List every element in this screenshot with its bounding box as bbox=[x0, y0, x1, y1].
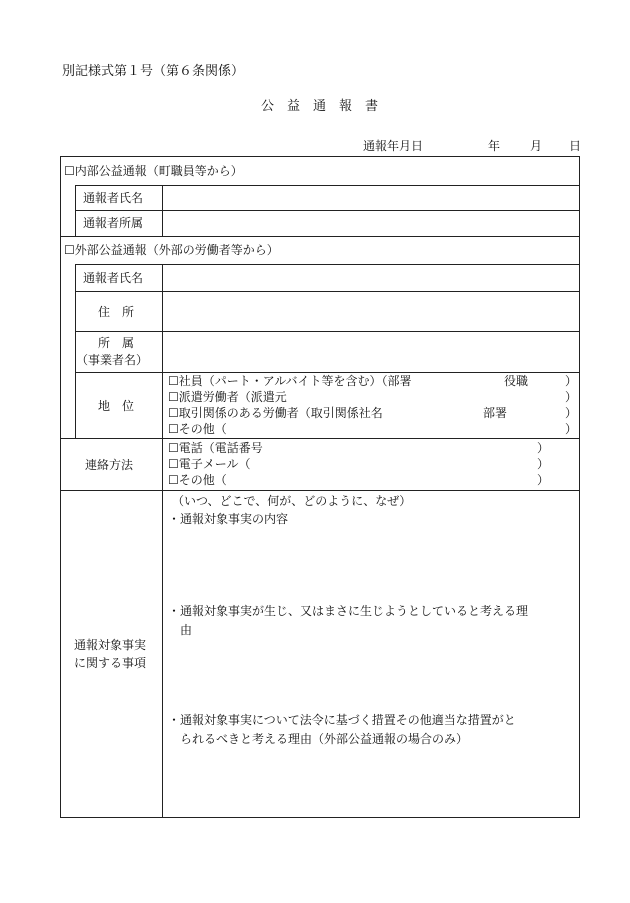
position-close-paren: ） bbox=[565, 406, 578, 420]
contact-close-paren: ） bbox=[537, 457, 550, 471]
matters-item-measures-cont: られるべきと考える理由（外部公益通報の場合のみ） bbox=[180, 732, 469, 746]
date-label: 通報年月日 bbox=[363, 139, 424, 153]
internal-name-label: 通報者氏名 bbox=[83, 191, 144, 205]
page-title: 公 益 通 報 書 bbox=[261, 99, 379, 114]
matters-hint: （いつ、どこで、何が、どのように、なぜ） bbox=[172, 494, 412, 508]
contact-option-email: ☐電子メール（ bbox=[168, 457, 251, 471]
form-number-label: 別記様式第１号（第６条関係） bbox=[62, 64, 245, 79]
external-name-label: 通報者氏名 bbox=[83, 271, 144, 285]
day-label: 日 bbox=[569, 139, 582, 153]
internal-report-heading: ☐内部公益通報（町職員等から） bbox=[64, 164, 243, 178]
position-close-paren: ） bbox=[565, 422, 578, 436]
position-option-business-partner: ☐取引関係のある労働者（取引関係社名 bbox=[168, 406, 383, 420]
position-dept-label: 部署 bbox=[483, 406, 508, 420]
affiliation-sublabel: （事業者名） bbox=[76, 353, 149, 367]
matters-item-content: ・通報対象事実の内容 bbox=[168, 512, 289, 526]
contact-close-paren: ） bbox=[537, 441, 550, 455]
contact-option-phone: ☐電話（電話番号 bbox=[168, 441, 263, 455]
position-close-paren: ） bbox=[565, 390, 578, 404]
month-label: 月 bbox=[530, 139, 543, 153]
address-label: 住 所 bbox=[98, 305, 135, 319]
position-option-employee: ☐社員（パート・アルバイト等を含む）（部署 bbox=[168, 374, 412, 388]
contact-method-label: 連絡方法 bbox=[85, 458, 134, 472]
matters-label: 通報対象事実 bbox=[74, 638, 147, 652]
position-label: 地 位 bbox=[98, 399, 135, 413]
external-report-heading: ☐外部公益通報（外部の労働者等から） bbox=[64, 243, 279, 257]
matters-item-reason: ・通報対象事実が生じ、又はまさに生じようとしていると考える理 bbox=[168, 604, 529, 618]
position-option-dispatch: ☐派遣労働者（派遣元 bbox=[168, 390, 287, 404]
position-close-paren: ） bbox=[565, 374, 578, 388]
affiliation-label: 所 属 bbox=[98, 336, 135, 350]
matters-label-line2: に関する事項 bbox=[74, 656, 147, 670]
matters-item-reason-cont: 由 bbox=[180, 623, 193, 637]
contact-close-paren: ） bbox=[537, 473, 550, 487]
internal-dept-label: 通報者所属 bbox=[83, 216, 144, 230]
year-label: 年 bbox=[488, 139, 501, 153]
matters-item-measures: ・通報対象事実について法令に基づく措置その他適当な措置がと bbox=[168, 713, 516, 727]
position-option-other: ☐その他（ bbox=[168, 422, 227, 436]
contact-option-other: ☐その他（ bbox=[168, 473, 227, 487]
position-role-label: 役職 bbox=[504, 374, 529, 388]
